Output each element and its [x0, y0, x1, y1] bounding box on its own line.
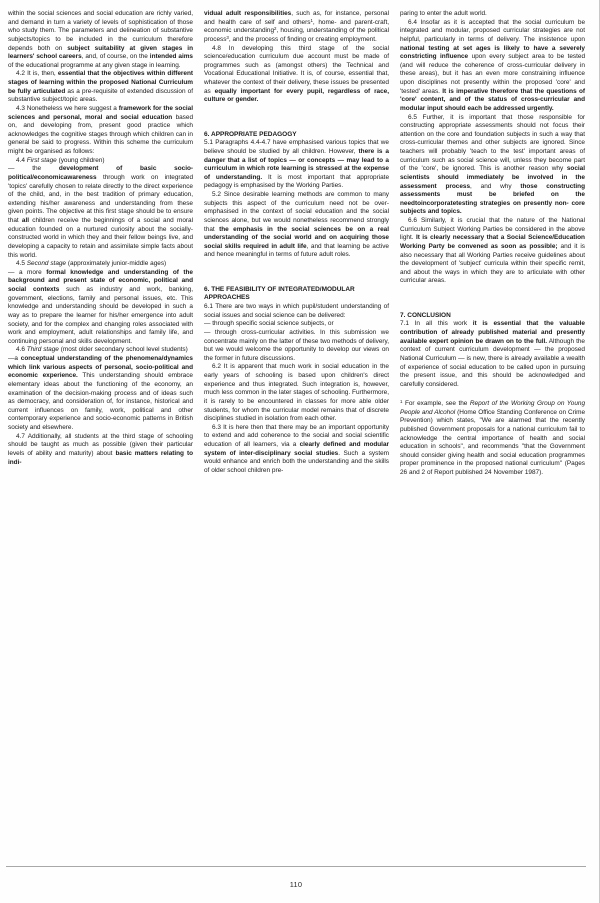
body-paragraph: 6.5 Further, it is important that those responsible for constructing appropriate assessments should not focus their attention on the core and foundation subjects in such a way that cross-curricular themes and other subjects are ignored. Since teachers will probably 'teach to the test' important areas of curriculum such as social science will, unless they become part of the 'core', be ignored. This is another reason why social scientists should immediately be involved in the assessment process, and why those constructing assessments must be briefed on the needtoincorporatetesting strategies on presently non- core subjects and topics. — [400, 113, 585, 216]
body-paragraph: 6.3 It is here then that there may be an important opportunity to extend and add coherence to the social and social scientific education of all learners, via a clearly defined and modular system of inter-disciplinary social studies. Such a system would enhance and enrich both the understanding and the skills of older school children pre- — [204, 423, 389, 474]
footnote-text: $^1$ For example, see the Report of the Working Group on Young People and Alcohol (Home Office Standing Conference on Crime Prevention) which states, ''We are alarmed that the recently published Government proposals for a national curriculum fail to acknowledge the central importance of health and social education in schools'', and recommends ''that the Government should consider giving health and social education programmes proper prominence in the proposed national curriculum'' (Pages 26 and 2 of Report published 24 November 1987). — [400, 399, 586, 477]
section-heading: 7. CONCLUSION — [400, 311, 451, 319]
body-paragraph: 7.1 In all this work it is essential that the valuable contribution of already published material and presently available expert opinion be drawn on to the full. Although the context of current curriculum development — the proposed National Curriculum — is new, there is already available a wealth of experience of social education to be called upon in pursuing the present issue, and this should be acknowledged and carefully considered. — [400, 320, 585, 388]
footer-rule — [6, 866, 586, 867]
body-paragraph: vidual adult responsibilities, such as, for instance, personal and health care of self and others$^1$, home- and parent-craft, economic understanding$^2$, housing, understanding of the political process$^3$, and the process of finding or creating employment. — [204, 10, 389, 43]
section-heading: 6. THE FEASIBILITY OF INTEGRATED/MODULAR APPROACHES — [204, 285, 355, 302]
body-paragraph: — through specific social science subjects, or — [204, 320, 334, 328]
body-paragraph: within the social sciences and social education are richly varied, and demand in turn a variety of levels of sophistication of those who study them. The parameters and delineation of substantive subjects/topics to be included in the curriculum therefore depends both on subject suitability at given stages in learners' school careers, and, of course, on the intended aims of the educational programme at any given stage in learning. — [8, 10, 193, 69]
column-2 — [204, 10, 389, 476]
body-paragraph: —a conceptual understanding of the phenomena/dynamics which link various aspects of personal, socio-political and economic experience. This understanding should embrace elementary ideas about the functioning of the economy, an examination of the decision-making process and of ideas such as democracy, and consideration of, for instance, historical and current influences on family, work, political and other contemporary experience and socio-economic patterns in British society and elsewhere. — [8, 355, 193, 431]
body-paragraph: 6.1 There are two ways in which pupil/student understanding of social issues and social science can be delivered: — [204, 303, 389, 319]
block-spacer — [400, 286, 585, 303]
block-spacer — [400, 389, 585, 398]
body-paragraph: — the development of basic socio-political/economicawareness through work on integrated 'topics' carefully chosen to relate directly to the direct experience of the child, and, in the best tradition of primary education, extending his/her awareness and understanding from these given points. The objective at this first stage should be to ensure that all children receive the beginnings of a social and moral education founded on a nurtured curiosity about the socially-constructed world in which they and their fellow beings live, and developing a capacity to retain and assimilate simple facts about this world. — [8, 165, 194, 259]
body-paragraph: 6.2 It is apparent that much work in social education in the early years of schooling is based upon children's direct experience and thus integrated. Such integration is, however, much less common in the later stages of schooling. Furthermore, it is rarely to be encountered in classes for more able older students, for whom the curricular model remains that of discrete disciplines studied in isolation from each other. — [204, 363, 389, 423]
section-heading: 6. APPROPRIATE PEDAGOGY — [204, 130, 297, 138]
column-container — [8, 10, 586, 850]
body-paragraph: 6.4 Insofar as it is accepted that the social curriculum be integrated and modular, proposed curricular strategies are not helpful, particularly in terms of delivery. The insistence upon national testing at set ages is likely to have a severely constricting influence upon every subject area to be tested (and will reduce the coherence of cross-curricular delivery in these areas), but it has an even more constraining influence upon disciplines not presently within the proposed 'core' and 'tested' areas. It is imperative therefore that the questions of 'core' content, and of the status of cross-curricular and modular input should each be addressed urgently. — [400, 18, 586, 112]
column-1 — [8, 10, 193, 467]
body-paragraph: 6.6 Similarly, it is crucial that the nature of the National Curriculum Subject Working Parties be considered in the above light. It is clearly necessary that a Social Science/Education Working Party be convened as soon as possible; and it is also necessary that all Working Parties receive guidelines about the development of 'subject' curricula within their specific remit, and about the ways in which they are to articulate with other curricular areas. — [400, 217, 585, 285]
block-spacer — [204, 260, 389, 277]
body-paragraph: — through cross-curricular activities. In this submission we concentrate mainly on the latter of these two methods of delivery, but we would welcome the opportunity to develop our views on the former in future discussions. — [204, 328, 389, 362]
body-paragraph: 4.4 First stage (young children) — [16, 156, 105, 164]
body-paragraph: — a more formal knowledge and understanding of the background and present state of economic, political and social contexts such as industry and work, banking, government, elections, family and personal issues, etc. This knowledge and understanding should be developed in such a way as to prepare the learner for his/her emergence into adult society, and for the complex and changing roles associated with work and employment, adult relationships and family life, and continuing personal and skills development. — [8, 268, 193, 345]
body-paragraph: 5.1 Paragraphs 4.4-4.7 have emphasised various topics that we believe should be studied by all children. However, there is a danger that a list of topics — or concepts — may lead to a curriculum in which rote learning is stressed at the expense of understanding. It is most important that appropriate pedagogy is emphasised by the Working Parties. — [204, 139, 389, 190]
body-paragraph: 4.6 Third stage (most older secondary school level students) — [16, 346, 188, 354]
body-paragraph: 4.2 It is, then, essential that the objectives within different stages of learning within the proposed National Curriculum be fully articulated as a pre-requisite of extended discussion of substantive subject/topic areas. — [8, 70, 193, 104]
block-spacer — [204, 105, 389, 122]
body-paragraph: 5.2 Since desirable learning methods are common to many subjects this aspect of the curriculum need not be over-emphasised in the context of social education and the social sciences alone, but we would nonetheless recommend strongly that the emphasis in the social sciences be on a real understanding of the social world and on acquiring those social skills required in adult life, and that learning be active and hence meaningful in terms of future adult roles. — [204, 191, 389, 259]
page-number: 110 — [289, 880, 303, 889]
column-3 — [400, 10, 585, 478]
body-paragraph: 4.5 Second stage (approximately junior-middle ages) — [16, 260, 167, 268]
body-paragraph: paring to enter the adult world. — [400, 10, 487, 17]
body-paragraph: 4.7 Additionally, all students at the third stage of schooling should be taught as much as possible (given their particular levels of ability and maturity) about basic matters relating to indi- — [8, 432, 193, 466]
body-paragraph: 4.3 Nonetheless we here suggest a framework for the social sciences and personal, moral and social education based on, and developing from, present good practice which acknowledges the cognitive stages through which children can in general be said to progress. Within this scheme the curriculum might be organised as follows: — [8, 104, 194, 155]
body-paragraph: 4.8 In developing this third stage of the social science/education curriculum due account must be made of programmes such as (amongst others) the Technical and Vocational Educational Initiative. It is, of course, essential that, whatever the context of their delivery, these issues be presented as equally important for every pupil, regardless of race, culture or gender. — [204, 44, 390, 104]
